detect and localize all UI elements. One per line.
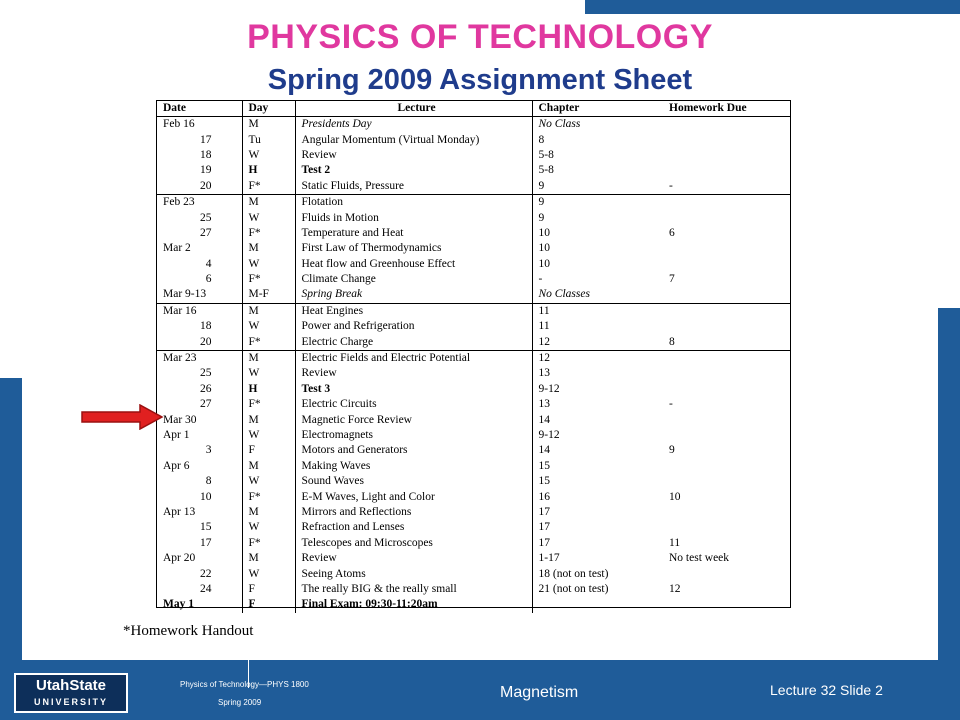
cell-date: 18 xyxy=(157,148,242,163)
cell-chapter: 12 xyxy=(538,335,550,348)
table-row xyxy=(157,319,790,334)
cell-date: 20 xyxy=(157,334,242,350)
cell-day: F* xyxy=(242,334,295,350)
cell-homework: 7 xyxy=(669,273,675,286)
cell-date: 27 xyxy=(157,397,242,412)
cell-chapter: 11 xyxy=(538,320,550,333)
cell-day: W xyxy=(242,148,295,163)
cell-chapter: 9-12 xyxy=(538,429,560,441)
cell-homework xyxy=(663,428,790,443)
cell-homework xyxy=(663,194,790,210)
cell-date: May 1 xyxy=(157,597,242,612)
cell-day: W xyxy=(242,428,295,443)
cell-lecture: Review xyxy=(295,148,532,163)
cell-day: F* xyxy=(242,226,295,241)
table-row xyxy=(157,366,790,381)
cell-lecture: Refraction and Lenses xyxy=(295,520,532,535)
cell-chapter: 12 xyxy=(532,350,663,366)
cell-lecture: Mirrors and Reflections xyxy=(295,505,532,520)
cell-date: 17 xyxy=(157,536,242,551)
cell-homework: 11 xyxy=(669,536,681,549)
header-lecture: Lecture xyxy=(295,101,532,117)
slide-subtitle: Spring 2009 Assignment Sheet xyxy=(267,64,693,96)
cell-chapter: 15 xyxy=(538,475,550,488)
cell-date: 4 xyxy=(157,257,242,272)
cell-lecture: Flotation xyxy=(295,194,532,210)
cell-lecture: Review xyxy=(295,366,532,381)
cell-homework xyxy=(663,210,790,225)
footer-term: Spring 2009 xyxy=(218,698,262,707)
cell-chapter: 14 xyxy=(538,413,550,426)
cell-lecture: Power and Refrigeration xyxy=(295,319,532,334)
cell-day: F xyxy=(242,582,295,597)
table-row xyxy=(157,350,790,366)
cell-lecture: Sound Waves xyxy=(295,474,532,489)
cell-day: H xyxy=(242,163,295,178)
cell-date: 27 xyxy=(157,226,242,241)
cell-date: 8 xyxy=(157,474,242,489)
table-row xyxy=(157,536,790,551)
table-row xyxy=(157,303,790,319)
cell-chapter: 17 xyxy=(538,505,550,518)
cell-homework xyxy=(663,566,790,581)
cell-chapter: - xyxy=(538,273,543,286)
table-row xyxy=(157,117,790,133)
cell-lecture: Static Fluids, Pressure xyxy=(295,179,532,195)
cell-chapter: 14 xyxy=(538,444,550,457)
cell-chapter: 18 (not on test) xyxy=(538,567,609,580)
cell-date: 19 xyxy=(157,163,242,178)
table-row xyxy=(157,520,790,535)
cell-day: F xyxy=(242,443,295,458)
table-row xyxy=(157,551,790,566)
table-row xyxy=(157,382,790,397)
table-row xyxy=(157,163,790,178)
cell-homework xyxy=(663,303,790,319)
cell-date: Apr 1 xyxy=(157,428,242,443)
cell-chapter: 10 xyxy=(538,242,550,255)
cell-chapter: No Classes xyxy=(538,288,590,301)
cell-lecture: Presidents Day xyxy=(295,117,532,133)
cell-date: Feb 23 xyxy=(157,194,242,210)
cell-chapter: 16 xyxy=(538,490,550,503)
cell-date: Mar 2 xyxy=(157,241,242,256)
cell-homework xyxy=(663,474,790,489)
cell-date: 24 xyxy=(157,582,242,597)
cell-lecture: Temperature and Heat xyxy=(295,226,532,241)
cell-homework: 12 xyxy=(669,582,681,595)
cell-day: H xyxy=(242,382,295,397)
cell-date: 17 xyxy=(157,132,242,147)
cell-chapter: 5-8 xyxy=(538,148,554,161)
cell-date: Apr 6 xyxy=(157,459,242,474)
cell-homework: 8 xyxy=(669,335,675,348)
cell-date: 10 xyxy=(157,489,242,504)
cell-lecture: Spring Break xyxy=(295,287,532,303)
cell-lecture: Telescopes and Microscopes xyxy=(295,536,532,551)
cell-lecture: First Law of Thermodynamics xyxy=(295,241,532,256)
cell-day: M xyxy=(242,412,295,427)
cell-chapter: 13 xyxy=(538,398,550,411)
cell-lecture: E-M Waves, Light and Color xyxy=(295,489,532,504)
assignment-sheet xyxy=(156,100,791,611)
footer-course: Physics of Technology—PHYS 1800 xyxy=(180,680,309,689)
cell-lecture: Electric Fields and Electric Potential xyxy=(295,350,532,366)
cell-lecture: Test 2 xyxy=(295,163,532,178)
table-row xyxy=(157,257,790,272)
cell-day: W xyxy=(242,210,295,225)
cell-lecture: Heat Engines xyxy=(295,303,532,319)
cell-homework xyxy=(663,117,790,133)
cell-homework xyxy=(663,459,790,474)
cell-day: F* xyxy=(242,489,295,504)
header-day: Day xyxy=(242,101,295,117)
cell-lecture: Electromagnets xyxy=(295,428,532,443)
cell-day: F* xyxy=(242,536,295,551)
cell-day: W xyxy=(242,319,295,334)
cell-homework xyxy=(663,148,790,163)
cell-lecture: The really BIG & the really small xyxy=(295,582,532,597)
right-accent-bar xyxy=(938,308,960,660)
cell-day: F* xyxy=(242,272,295,287)
table-row xyxy=(157,334,790,350)
cell-homework: 6 xyxy=(669,226,675,239)
table-row xyxy=(157,459,790,474)
cell-date: Mar 23 xyxy=(157,350,242,366)
cell-lecture: Final Exam: 09:30-11:20am xyxy=(295,597,532,612)
cell-day: W xyxy=(242,474,295,489)
cell-date: Mar 30 xyxy=(157,412,242,427)
cell-chapter xyxy=(532,597,663,612)
cell-chapter: 10 xyxy=(538,226,550,239)
cell-homework xyxy=(663,350,790,366)
header-chapter: Chapter xyxy=(532,101,663,117)
cell-day: M-F xyxy=(242,287,295,303)
cell-homework: - xyxy=(669,398,673,411)
cell-lecture: Heat flow and Greenhouse Effect xyxy=(295,257,532,272)
cell-chapter: 5-8 xyxy=(538,164,554,177)
cell-day: M xyxy=(242,551,295,566)
cell-lecture: Motors and Generators xyxy=(295,443,532,458)
table-row xyxy=(157,428,790,443)
cell-lecture: Angular Momentum (Virtual Monday) xyxy=(295,132,532,147)
cell-chapter: 17 xyxy=(538,536,550,549)
cell-lecture: Magnetic Force Review xyxy=(295,412,532,427)
table-row xyxy=(157,210,790,225)
table-row xyxy=(157,179,790,195)
table-row xyxy=(157,582,790,597)
red-arrow-icon xyxy=(80,404,164,430)
cell-date: Apr 13 xyxy=(157,505,242,520)
cell-day: W xyxy=(242,257,295,272)
cell-day: M xyxy=(242,194,295,210)
cell-homework xyxy=(663,132,790,147)
cell-chapter: 9 xyxy=(538,211,545,224)
cell-chapter: 11 xyxy=(532,303,663,319)
cell-day: M xyxy=(242,303,295,319)
cell-chapter: 9 xyxy=(532,194,663,210)
table-row xyxy=(157,226,790,241)
table-row xyxy=(157,148,790,163)
utah-state-logo xyxy=(14,673,128,713)
cell-homework: 10 xyxy=(669,490,681,503)
homework-handout-note: *Homework Handout xyxy=(123,623,254,639)
cell-lecture: Making Waves xyxy=(295,459,532,474)
cell-chapter: 9 xyxy=(538,179,545,192)
table-row xyxy=(157,412,790,427)
cell-chapter: No Class xyxy=(532,117,663,133)
table-row xyxy=(157,287,790,303)
cell-chapter: 9-12 xyxy=(538,382,560,395)
cell-homework xyxy=(663,257,790,272)
logo-line1: UtahState xyxy=(35,677,106,694)
cell-chapter: 13 xyxy=(538,367,550,380)
cell-lecture: Review xyxy=(295,551,532,566)
table-row xyxy=(157,397,790,412)
cell-homework xyxy=(663,241,790,256)
footer-topic: Magnetism xyxy=(500,684,579,701)
cell-date: 20 xyxy=(157,179,242,195)
cell-date: Apr 20 xyxy=(157,551,242,566)
table-row xyxy=(157,443,790,458)
slide-title: PHYSICS OF TECHNOLOGY xyxy=(247,18,713,56)
cell-lecture: Climate Change xyxy=(295,272,532,287)
cell-date: 25 xyxy=(157,366,242,381)
cell-homework: - xyxy=(669,179,673,192)
header-homework-due: Homework Due xyxy=(663,101,790,117)
cell-day: W xyxy=(242,566,295,581)
footer-lecture-slide: Lecture 32 Slide 2 xyxy=(770,682,883,698)
cell-lecture: Seeing Atoms xyxy=(295,566,532,581)
cell-lecture: Test 3 xyxy=(295,382,532,397)
cell-date: 6 xyxy=(157,272,242,287)
header-date: Date xyxy=(157,101,242,117)
cell-homework: No test week xyxy=(669,552,730,565)
cell-chapter: 21 (not on test) xyxy=(538,582,609,595)
table-row xyxy=(157,566,790,581)
cell-day: W xyxy=(242,520,295,535)
cell-day: M xyxy=(242,505,295,520)
cell-chapter: 8 xyxy=(538,133,545,146)
cell-date: Mar 9-13 xyxy=(157,287,242,303)
cell-lecture: Electric Charge xyxy=(295,334,532,350)
cell-homework xyxy=(663,505,790,520)
table-header-row xyxy=(157,101,790,117)
cell-chapter: 1-17 xyxy=(538,552,560,565)
cell-day: F xyxy=(242,597,295,612)
cell-homework xyxy=(663,163,790,178)
cell-day: M xyxy=(242,117,295,133)
cell-lecture: Fluids in Motion xyxy=(295,210,532,225)
schedule-table xyxy=(157,101,790,613)
cell-date: 22 xyxy=(157,566,242,581)
cell-day: F* xyxy=(242,397,295,412)
cell-day: Tu xyxy=(242,132,295,147)
table-row xyxy=(157,489,790,504)
cell-day: W xyxy=(242,366,295,381)
table-row xyxy=(157,132,790,147)
table-row xyxy=(157,272,790,287)
cell-homework xyxy=(663,412,790,427)
cell-chapter: 15 xyxy=(538,459,550,472)
cell-day: M xyxy=(242,459,295,474)
cell-day: M xyxy=(242,350,295,366)
logo-line2: UNIVERSITY xyxy=(33,697,108,707)
table-row xyxy=(157,241,790,256)
schedule-body xyxy=(157,117,790,613)
table-row xyxy=(157,474,790,489)
cell-date: 18 xyxy=(157,319,242,334)
cell-day: M xyxy=(242,241,295,256)
cell-date: 15 xyxy=(157,520,242,535)
cell-homework xyxy=(663,319,790,334)
cell-day: F* xyxy=(242,179,295,195)
cell-chapter: 17 xyxy=(538,521,550,534)
table-row xyxy=(157,505,790,520)
cell-date: 25 xyxy=(157,210,242,225)
cell-chapter: 10 xyxy=(538,257,550,270)
cell-homework xyxy=(663,597,790,612)
table-row xyxy=(157,597,790,612)
cell-date: 26 xyxy=(157,382,242,397)
top-accent-bar xyxy=(585,0,960,14)
left-accent-bar xyxy=(0,378,22,660)
table-row xyxy=(157,194,790,210)
cell-homework xyxy=(663,520,790,535)
cell-homework xyxy=(663,287,790,303)
cell-homework xyxy=(663,366,790,381)
cell-date: Feb 16 xyxy=(157,117,242,133)
cell-lecture: Electric Circuits xyxy=(295,397,532,412)
cell-homework xyxy=(663,382,790,397)
cell-date: 3 xyxy=(157,443,242,458)
cell-date: Mar 16 xyxy=(157,303,242,319)
cell-homework: 9 xyxy=(669,444,675,457)
